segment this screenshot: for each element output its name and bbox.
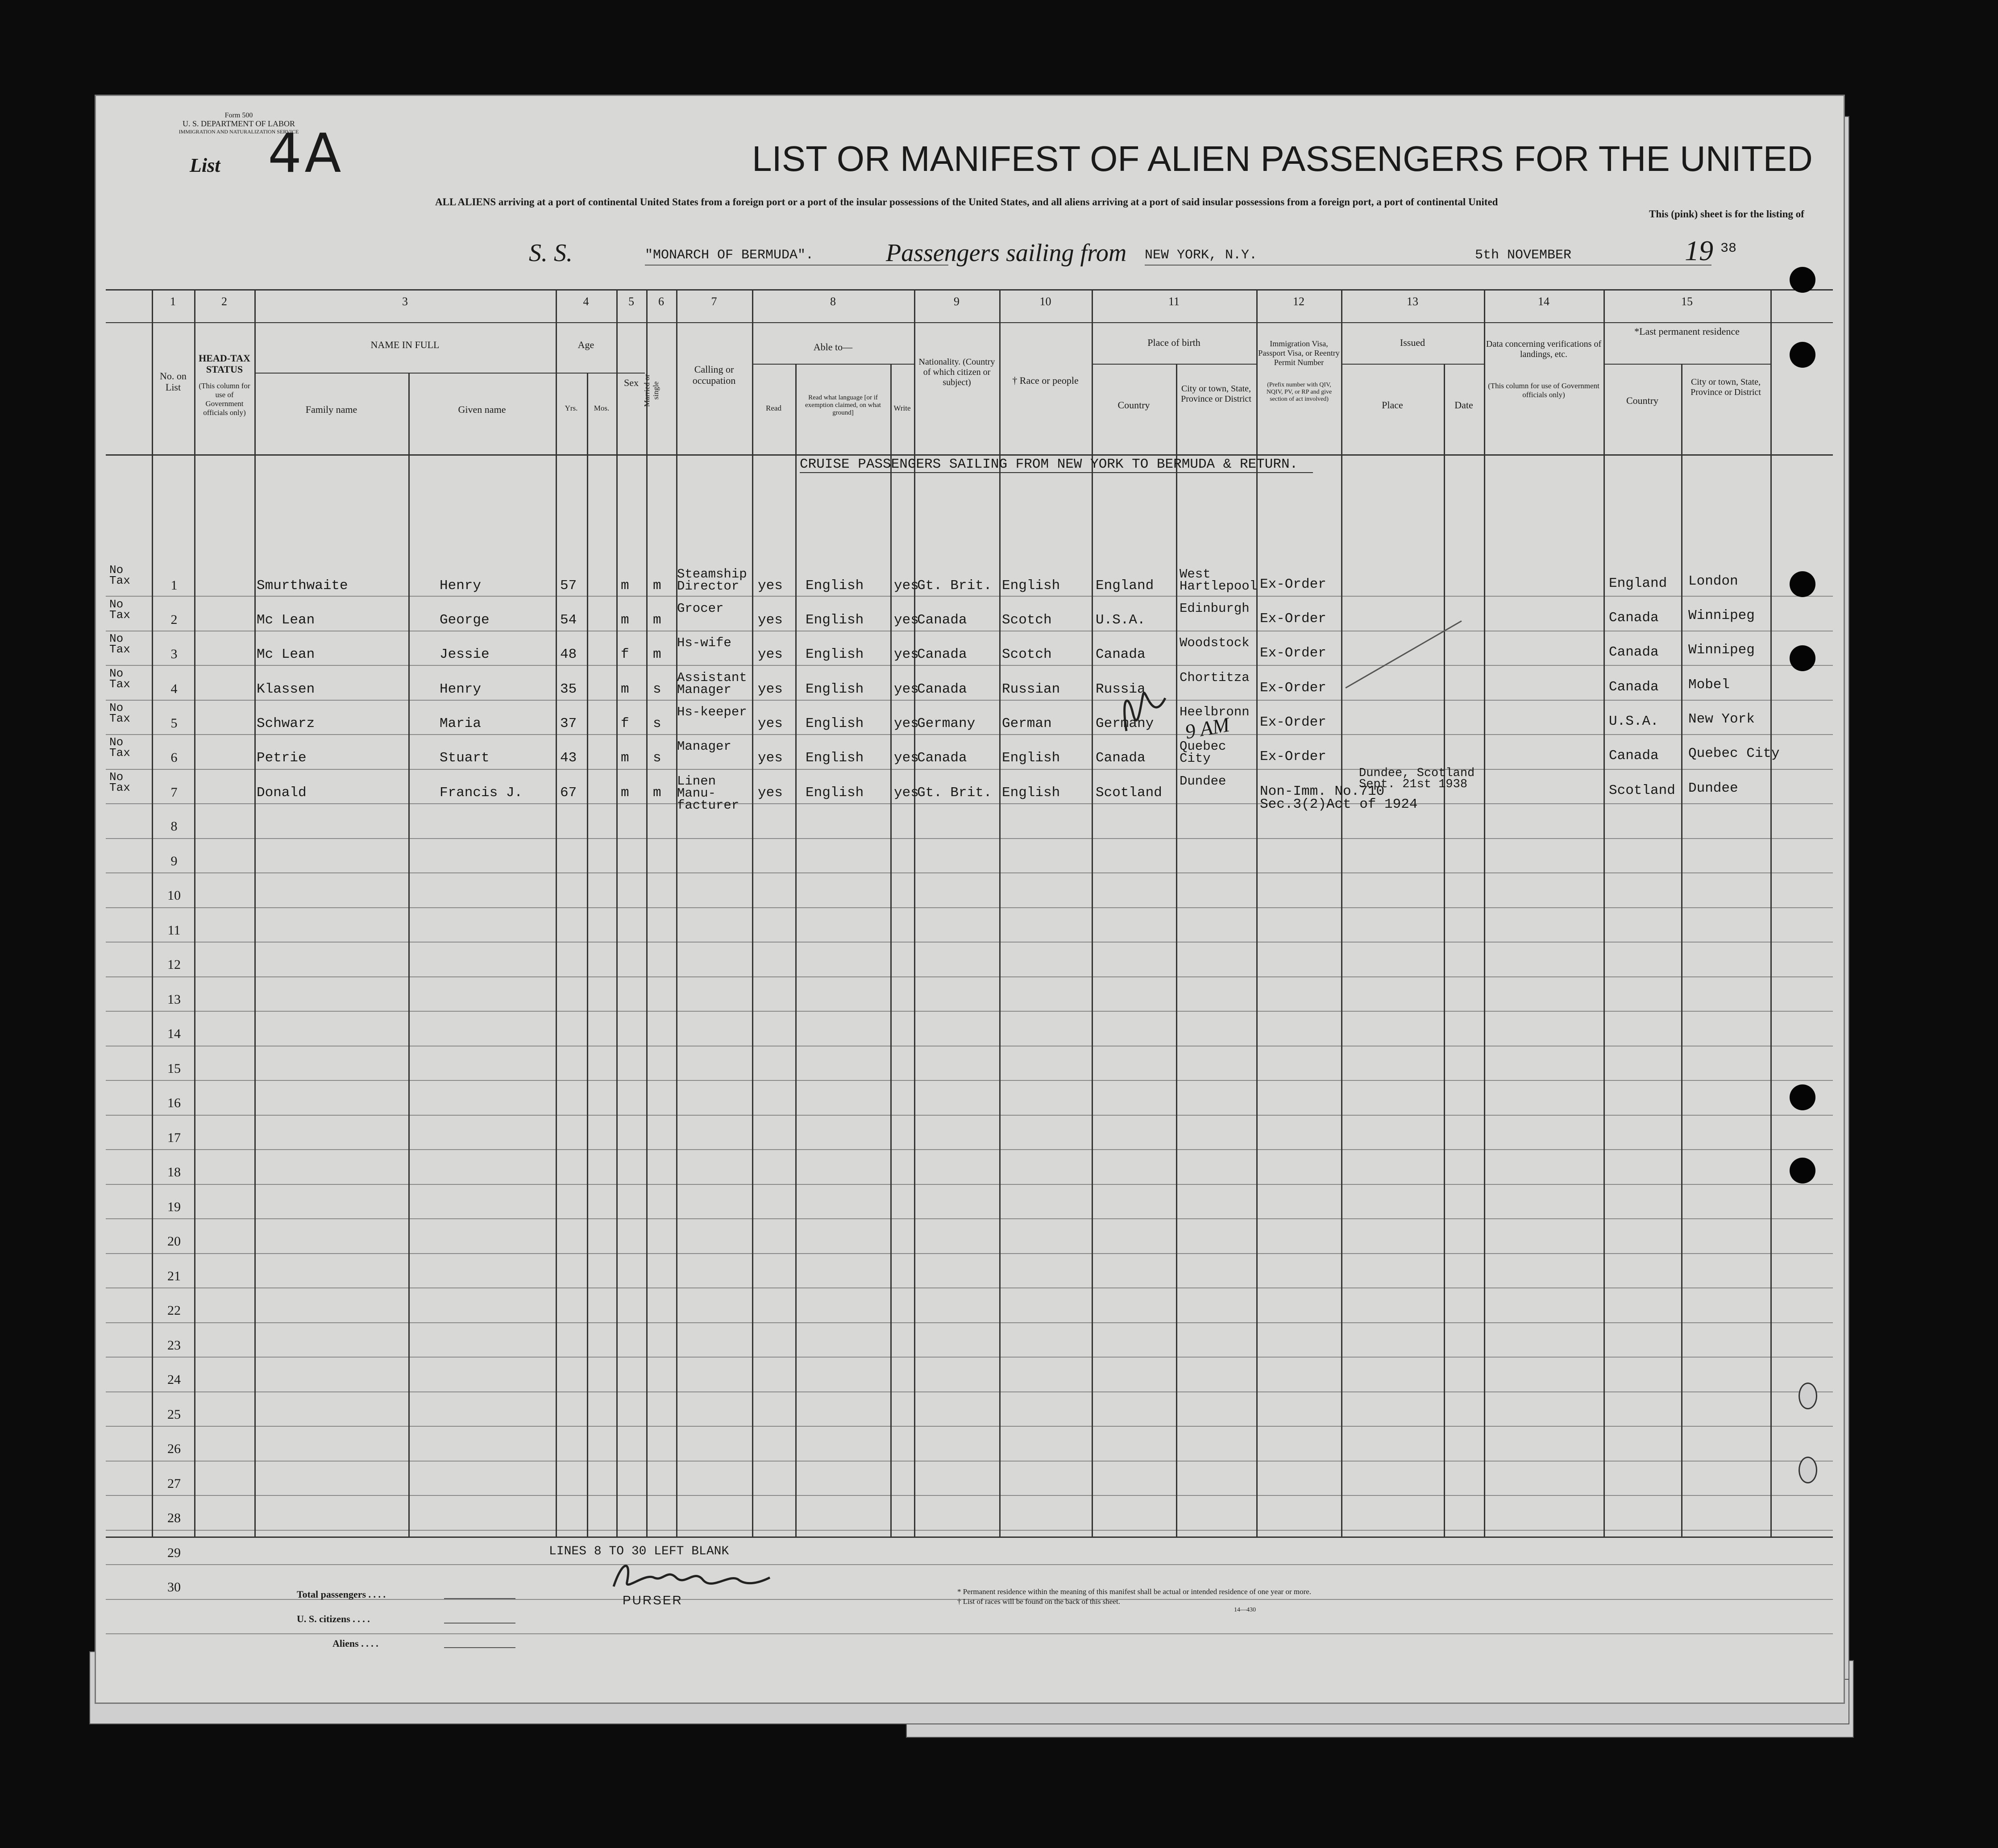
sailing-label: Passengers sailing from — [886, 239, 1127, 267]
row-line — [106, 1530, 1833, 1531]
family-name: Mc Lean — [257, 612, 315, 628]
row-line — [106, 907, 1833, 908]
header-data-note: (This column for use of Government officials only) — [1488, 382, 1599, 399]
residence-country: Scotland — [1609, 783, 1675, 798]
col-num-6: 6 — [658, 295, 664, 308]
nationality: Gt. Brit. — [917, 578, 992, 594]
row-line — [106, 1495, 1833, 1496]
binder-hole — [1790, 645, 1815, 671]
header-mos: Mos. — [594, 404, 610, 412]
birth-city: Chortitza — [1180, 670, 1250, 685]
header-birth-city: City or town, State, Province or District — [1181, 384, 1251, 404]
row-line — [106, 1011, 1833, 1012]
birth-country: Scotland — [1096, 785, 1162, 801]
col-num-1: 1 — [170, 295, 176, 308]
col-line — [587, 373, 588, 1538]
us-citizens-label: U. S. citizens . . . . — [297, 1613, 370, 1624]
header-birth-country: Country — [1117, 399, 1150, 411]
nationality: Germany — [917, 716, 976, 731]
header-data-concerning: Data concerning verifications of landings, etc. — [1486, 339, 1602, 359]
row-line — [106, 665, 1833, 666]
header-race: † Race or people — [1012, 375, 1079, 386]
given-name: Maria — [440, 716, 482, 731]
row-number: 9 — [170, 853, 178, 868]
header-visa: Immigration Visa, Passport Visa, or Reentry Permit Number — [1258, 339, 1340, 367]
row-number: 11 — [167, 922, 181, 938]
occupation: Manager — [677, 739, 731, 754]
row-line — [106, 803, 1833, 804]
manifest-sheet — [95, 95, 1845, 1704]
row-number: 22 — [167, 1303, 181, 1318]
header-yrs: Yrs. — [565, 404, 578, 412]
sex: f — [621, 716, 629, 731]
row-number: 13 — [167, 992, 181, 1007]
row-number: 10 — [167, 888, 181, 903]
occupation: Hs-keeper — [677, 705, 747, 719]
row-number: 7 — [170, 785, 178, 800]
row-line — [106, 1149, 1833, 1150]
row-line — [106, 1184, 1833, 1185]
row-number: 28 — [167, 1511, 181, 1525]
binder-hole — [1790, 1084, 1815, 1110]
header-visa-note: (Prefix number with QIV, NQIV, PV, or RP and give section of act involved) — [1266, 382, 1332, 403]
can-read: yes — [758, 612, 783, 628]
table-bottom-rule — [106, 1537, 1833, 1538]
col-line — [752, 289, 753, 1538]
race: English — [1002, 785, 1060, 801]
subheader-rule — [254, 373, 645, 374]
header-nationality: Nationality. (Country of which citizen or subject) — [918, 357, 995, 387]
col-num-15: 15 — [1681, 295, 1693, 308]
col-line — [616, 289, 618, 1538]
visa-number: Ex-Order — [1260, 749, 1326, 764]
aliens-line — [444, 1647, 515, 1648]
header-issued: Issued — [1400, 337, 1425, 348]
row-number: 18 — [167, 1165, 181, 1179]
family-name: Mc Lean — [257, 647, 315, 662]
marital-status: s — [653, 716, 661, 731]
header-read: Read — [766, 404, 781, 412]
dept-name: U. S. DEPARTMENT OF LABOR — [183, 119, 295, 128]
col-num-2: 2 — [221, 295, 227, 308]
list-number: 4A — [268, 123, 344, 185]
row-number: 12 — [167, 957, 181, 972]
read-language: English — [806, 716, 864, 731]
race: Russian — [1002, 681, 1060, 697]
binder-hole-outline — [1799, 1457, 1817, 1483]
lines-blank-note: LINES 8 TO 30 LEFT BLANK — [549, 1545, 729, 1558]
birth-city: Quebec City — [1180, 739, 1226, 766]
binder-hole — [1790, 267, 1815, 293]
col-line — [254, 289, 256, 1538]
birth-country: Canada — [1096, 750, 1146, 766]
header-no-on-list: No. on List — [160, 370, 187, 393]
age-years: 37 — [560, 716, 577, 731]
can-read: yes — [758, 647, 783, 662]
occupation: Linen Manu-facturer — [677, 774, 739, 813]
row-line — [106, 838, 1833, 839]
row-number: 25 — [167, 1407, 181, 1422]
marital-status: m — [653, 785, 661, 801]
subheader-rule — [1603, 364, 1770, 365]
row-number: 14 — [167, 1026, 181, 1041]
row-number: 27 — [167, 1476, 181, 1491]
row-number: 8 — [170, 819, 178, 834]
residence-city: London — [1688, 573, 1738, 589]
family-name: Schwarz — [257, 716, 315, 731]
col-line — [1603, 289, 1605, 1538]
residence-country: Canada — [1609, 644, 1659, 660]
year-suffix: 38 — [1720, 241, 1737, 256]
header-name-in-full: NAME IN FULL — [370, 339, 440, 350]
footnote-races: † List of races will be found on the back of this sheet. — [957, 1597, 1120, 1606]
row-number: 23 — [167, 1337, 181, 1353]
header-calling: Calling or occupation — [692, 364, 736, 386]
row-line — [106, 1080, 1833, 1081]
row-number: 2 — [170, 612, 178, 627]
form-subtitle-2: This (pink) sheet is for the listing of — [1649, 208, 1804, 220]
row-line — [106, 1391, 1833, 1392]
row-number: 20 — [167, 1234, 181, 1249]
sex: m — [621, 612, 629, 628]
birth-city: West Hartlepool — [1180, 567, 1258, 594]
row-line — [106, 1633, 1833, 1634]
col-num-4: 4 — [583, 295, 589, 308]
row-number: 16 — [167, 1096, 181, 1110]
col-line — [556, 289, 557, 1538]
row-number: 19 — [167, 1199, 181, 1214]
residence-city: Winnipeg — [1688, 608, 1755, 623]
binder-hole — [1790, 571, 1815, 597]
row-line — [106, 1426, 1833, 1427]
visa-number: Ex-Order — [1260, 645, 1326, 661]
can-write: yes — [894, 785, 919, 801]
banner-underline — [800, 472, 1313, 473]
row-number: 21 — [167, 1268, 181, 1283]
given-name: Stuart — [440, 750, 490, 766]
col-line — [890, 364, 892, 1538]
issued-place-date: Dundee, Scotland Sept. 21st 1938 — [1359, 767, 1475, 791]
form-number: Form 500 — [224, 112, 253, 119]
ship-name: "MONARCH OF BERMUDA". — [645, 248, 814, 263]
col-line — [1256, 289, 1258, 1538]
col-line — [676, 289, 677, 1538]
row-line — [106, 1218, 1833, 1219]
given-name: George — [440, 612, 490, 628]
header-issued-place: Place — [1382, 399, 1403, 411]
sex: m — [621, 681, 629, 697]
can-write: yes — [894, 716, 919, 731]
header-age: Age — [577, 339, 594, 350]
row-number: 24 — [167, 1372, 181, 1387]
binder-hole-outline — [1799, 1383, 1817, 1409]
given-name: Jessie — [440, 647, 490, 662]
can-read: yes — [758, 578, 783, 594]
given-name: Francis J. — [440, 785, 523, 801]
read-language: English — [806, 750, 864, 766]
form-subtitle: ALL ALIENS arriving at a port of continental United States from a foreign port or a port of the insular possessions of the United States, and all aliens arriving at a port of said insular possessions from a foreign port, a port of continental United — [435, 196, 1498, 208]
row-line — [106, 700, 1833, 701]
birth-country: Russia — [1096, 681, 1146, 697]
col-num-5: 5 — [628, 295, 634, 308]
col-line — [1444, 364, 1445, 1538]
tax-status: No Tax — [109, 701, 130, 725]
tax-status: No Tax — [109, 632, 130, 656]
read-language: English — [806, 612, 864, 628]
col-line — [1176, 364, 1177, 1538]
col-num-13: 13 — [1407, 295, 1418, 308]
subheader-rule — [1092, 364, 1257, 365]
col-num-7: 7 — [711, 295, 717, 308]
row-line — [106, 1287, 1833, 1288]
col-num-3: 3 — [402, 295, 408, 308]
can-write: yes — [894, 750, 919, 766]
residence-country: Canada — [1609, 679, 1659, 695]
read-language: English — [806, 681, 864, 697]
residence-city: Mobel — [1688, 677, 1730, 693]
binder-hole — [1790, 1158, 1815, 1184]
subheader-rule — [1341, 364, 1484, 365]
tax-status: No Tax — [109, 598, 130, 622]
visa-number: Non-Imm. No.710 Sec.3(2)Act of 1924 — [1260, 784, 1418, 812]
row-line — [106, 1115, 1833, 1116]
total-label-text: Total passengers — [297, 1589, 366, 1600]
row-number: 26 — [167, 1441, 181, 1456]
row-line — [106, 1461, 1833, 1462]
can-read: yes — [758, 716, 783, 731]
nationality: Canada — [917, 612, 967, 628]
marital-status: m — [653, 612, 661, 628]
residence-city: Quebec City — [1688, 746, 1780, 761]
read-language: English — [806, 578, 864, 594]
col-line — [795, 364, 797, 1538]
marital-status: m — [653, 578, 661, 594]
row-number: 17 — [167, 1130, 181, 1145]
tax-status: No Tax — [109, 667, 130, 691]
row-number: 30 — [167, 1580, 181, 1595]
age-years: 57 — [560, 578, 577, 594]
aliens-label: Aliens . . . . — [332, 1638, 378, 1649]
given-name: Henry — [440, 681, 482, 697]
col-num-8: 8 — [830, 295, 836, 308]
row-number: 5 — [170, 716, 178, 731]
row-line — [106, 734, 1833, 735]
marital-status: s — [653, 750, 661, 766]
occupation: Assistant Manager — [677, 670, 747, 697]
read-language: English — [806, 785, 864, 801]
total-passengers-line — [444, 1598, 515, 1599]
row-line — [106, 596, 1833, 597]
header-head-tax: HEAD-TAX STATUS — [199, 353, 250, 375]
nationality: Canada — [917, 750, 967, 766]
read-language: English — [806, 647, 864, 662]
sex: m — [621, 785, 629, 801]
residence-city: New York — [1688, 711, 1755, 727]
row-line — [106, 1322, 1833, 1323]
page-title: LIST OR MANIFEST OF ALIEN PASSENGERS FOR THE UNITED — [752, 139, 1813, 179]
race: English — [1002, 750, 1060, 766]
family-name: Smurthwaite — [257, 578, 348, 594]
year-prefix: 19 — [1685, 235, 1713, 266]
nationality: Gt. Brit. — [917, 785, 992, 801]
visa-number: Ex-Order — [1260, 680, 1326, 696]
birth-country: U.S.A. — [1096, 612, 1146, 628]
row-number: 3 — [170, 647, 178, 661]
tax-status: No Tax — [109, 770, 130, 794]
visa-number: Ex-Order — [1260, 577, 1326, 592]
can-read: yes — [758, 785, 783, 801]
binder-hole — [1790, 342, 1815, 368]
initials-time: 9 AM — [1183, 713, 1231, 743]
age-years: 43 — [560, 750, 577, 766]
can-write: yes — [894, 681, 919, 697]
row-line — [106, 1564, 1833, 1565]
col-line — [1092, 289, 1093, 1538]
col-line — [999, 289, 1001, 1538]
row-number: 29 — [167, 1545, 181, 1560]
date-underline — [1470, 265, 1711, 266]
col-num-12: 12 — [1293, 295, 1304, 308]
col-line — [1681, 364, 1682, 1538]
residence-country: Canada — [1609, 748, 1659, 764]
sailing-date: 5th NOVEMBER — [1475, 248, 1572, 263]
residence-country: England — [1609, 576, 1667, 591]
marital-status: m — [653, 647, 661, 662]
col-num-14: 14 — [1538, 295, 1549, 308]
race: Scotch — [1002, 647, 1052, 662]
sex: m — [621, 750, 629, 766]
residence-country: Canada — [1609, 610, 1659, 626]
row-number: 15 — [167, 1061, 181, 1076]
col-line — [1484, 289, 1485, 1538]
birth-city: Woodstock — [1180, 635, 1250, 650]
col-line — [1770, 289, 1772, 1538]
col-num-9: 9 — [954, 295, 960, 308]
can-read: yes — [758, 750, 783, 766]
port-name: NEW YORK, N.Y. — [1145, 248, 1258, 263]
col-line — [646, 289, 648, 1538]
birth-city: Edinburgh — [1180, 601, 1250, 616]
family-name: Petrie — [257, 750, 307, 766]
visa-number: Ex-Order — [1260, 714, 1326, 730]
row-line — [106, 1046, 1833, 1047]
cruise-banner: CRUISE PASSENGERS SAILING FROM NEW YORK TO BERMUDA & RETURN. — [800, 457, 1298, 472]
us-citizens-line — [444, 1623, 515, 1624]
footnote-residence: * Permanent residence within the meaning of this manifest shall be actual or intended residence of one year or more. — [957, 1587, 1312, 1596]
birth-country: England — [1096, 578, 1154, 594]
col-num-11: 11 — [1168, 295, 1180, 308]
birth-city: Heelbronn — [1180, 705, 1250, 719]
race: English — [1002, 578, 1060, 594]
col-line — [914, 289, 915, 1538]
birth-country: Germany — [1096, 716, 1154, 731]
nationality: Canada — [917, 681, 967, 697]
table-top-rule — [106, 289, 1833, 291]
header-married: Married or single — [643, 374, 660, 407]
header-sex: Sex — [624, 377, 639, 388]
age-years: 67 — [560, 785, 577, 801]
can-write: yes — [894, 647, 919, 662]
header-write: Write — [893, 404, 911, 412]
service-name: IMMIGRATION AND NATURALIZATION SERVICE — [179, 129, 299, 135]
age-years: 48 — [560, 647, 577, 662]
sex: m — [621, 578, 629, 594]
sex: f — [621, 647, 629, 662]
race: German — [1002, 716, 1052, 731]
age-years: 35 — [560, 681, 577, 697]
row-number: 4 — [170, 681, 178, 696]
col-num-10: 10 — [1039, 295, 1051, 308]
ss-label: S. S. — [529, 239, 573, 267]
tax-status: No Tax — [109, 735, 130, 760]
col-line — [408, 373, 410, 1538]
race: Scotch — [1002, 612, 1052, 628]
header-family-name: Family name — [305, 404, 357, 415]
occupation: Steamship Director — [677, 567, 747, 594]
header-place-of-birth: Place of birth — [1147, 337, 1200, 348]
header-bottom-rule — [106, 454, 1833, 456]
visa-number: Ex-Order — [1260, 611, 1326, 627]
footer-form-code: 14—430 — [1234, 1607, 1256, 1613]
given-name: Henry — [440, 578, 482, 594]
row-line — [106, 1253, 1833, 1254]
row-line — [106, 976, 1833, 977]
citizens-label-text: U. S. citizens — [297, 1613, 350, 1624]
nationality: Canada — [917, 647, 967, 662]
header-last-residence: *Last permanent residence — [1634, 326, 1740, 337]
header-read-language: Read what language [or if exemption claimed, on what ground] — [805, 394, 881, 416]
subheader-rule — [752, 364, 915, 365]
header-res-country: Country — [1626, 395, 1659, 406]
header-given-name: Given name — [458, 404, 506, 415]
birth-city: Dundee — [1180, 774, 1226, 789]
list-label: List — [190, 154, 220, 176]
col-line — [1341, 289, 1342, 1538]
family-name: Klassen — [257, 681, 315, 697]
purser-label: PURSER — [623, 1593, 683, 1607]
residence-city: Dundee — [1688, 781, 1738, 796]
row-line — [106, 769, 1833, 770]
row-number: 6 — [170, 750, 178, 765]
residence-city: Winnipeg — [1688, 642, 1755, 658]
tax-status: No Tax — [109, 563, 130, 587]
row-line — [106, 872, 1833, 873]
row-number: 1 — [170, 578, 178, 593]
age-years: 54 — [560, 612, 577, 628]
can-write: yes — [894, 578, 919, 594]
can-write: yes — [894, 612, 919, 628]
header-able-to: Able to— — [813, 341, 853, 353]
occupation: Hs-wife — [677, 635, 731, 650]
aliens-label-text: Aliens — [332, 1638, 359, 1649]
row-line — [106, 942, 1833, 943]
occupation: Grocer — [677, 601, 724, 616]
header-res-city: City or town, State, Province or District — [1691, 377, 1761, 397]
can-read: yes — [758, 681, 783, 697]
total-passengers-label: Total passengers . . . . — [297, 1589, 386, 1600]
header-issued-date: Date — [1454, 399, 1473, 411]
row-line — [106, 1357, 1833, 1358]
marital-status: s — [653, 681, 661, 697]
residence-country: U.S.A. — [1609, 714, 1659, 729]
birth-country: Canada — [1096, 647, 1146, 662]
col-number-rule — [106, 322, 1833, 323]
header-head-tax-note: (This column for use of Government officials only) — [199, 382, 250, 417]
family-name: Donald — [257, 785, 307, 801]
